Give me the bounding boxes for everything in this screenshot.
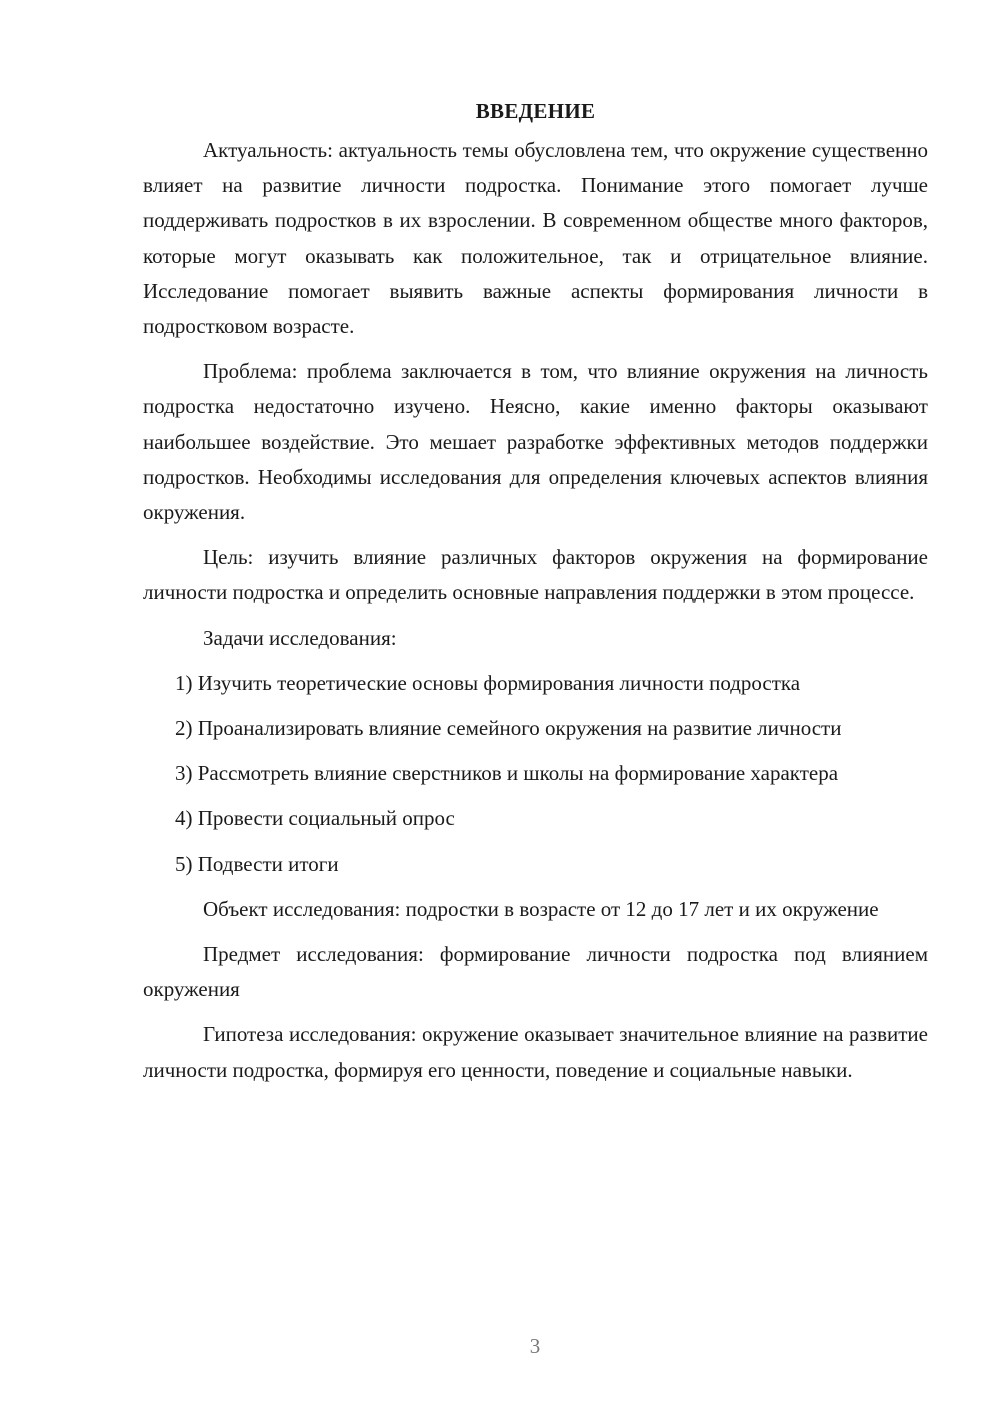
section-heading: ВВЕДЕНИЕ <box>475 99 596 123</box>
problem-paragraph: Проблема: проблема заключается в том, что влияние окружения на личность подростка недостаточно изучено. Неясно, какие именно факторы оказывают наибольшее воздействие. Это мешает разработке эффективных методов поддержки подростков. Необходимы исследования для определения ключевых аспектов влияния окружения. <box>143 359 928 525</box>
task-item: 4) Провести социальный опрос <box>175 806 455 831</box>
task-item: 2) Проанализировать влияние семейного окружения на развитие личности <box>175 716 842 741</box>
hypothesis-paragraph: Гипотеза исследования: окружение оказывает значительное влияние на развитие личности подростка, формируя его ценности, поведение и социальные навыки. <box>143 1022 928 1082</box>
goal-paragraph: Цель: изучить влияние различных факторов окружения на формирование личности подростка и определить основные направления поддержки в этом процессе. <box>143 545 928 605</box>
object-paragraph: Объект исследования: подростки в возрасте от 12 до 17 лет и их окружение <box>203 896 879 921</box>
page-content <box>143 94 928 1088</box>
subject-paragraph: Предмет исследования: формирование личности подростка под влиянием окружения <box>143 942 928 1002</box>
task-item: 3) Рассмотреть влияние сверстников и школы на формирование характера <box>175 761 839 786</box>
tasks-title: Задачи исследования: <box>203 625 397 650</box>
task-item: 1) Изучить теоретические основы формирования личности подростка <box>175 670 801 695</box>
page-number: 3 <box>529 1334 541 1358</box>
task-item: 5) Подвести итоги <box>175 851 339 876</box>
relevance-paragraph: Актуальность: актуальность темы обусловлена тем, что окружение существенно влияет на развитие личности подростка. Понимание этого помогает лучше поддерживать подростков в их взрослении. В современном обществе много факторов, которые могут оказывать как положительное, так и отрицательное влияние. Исследование помогает выявить важные аспекты формирования личности в подростковом возрасте. <box>143 138 928 339</box>
